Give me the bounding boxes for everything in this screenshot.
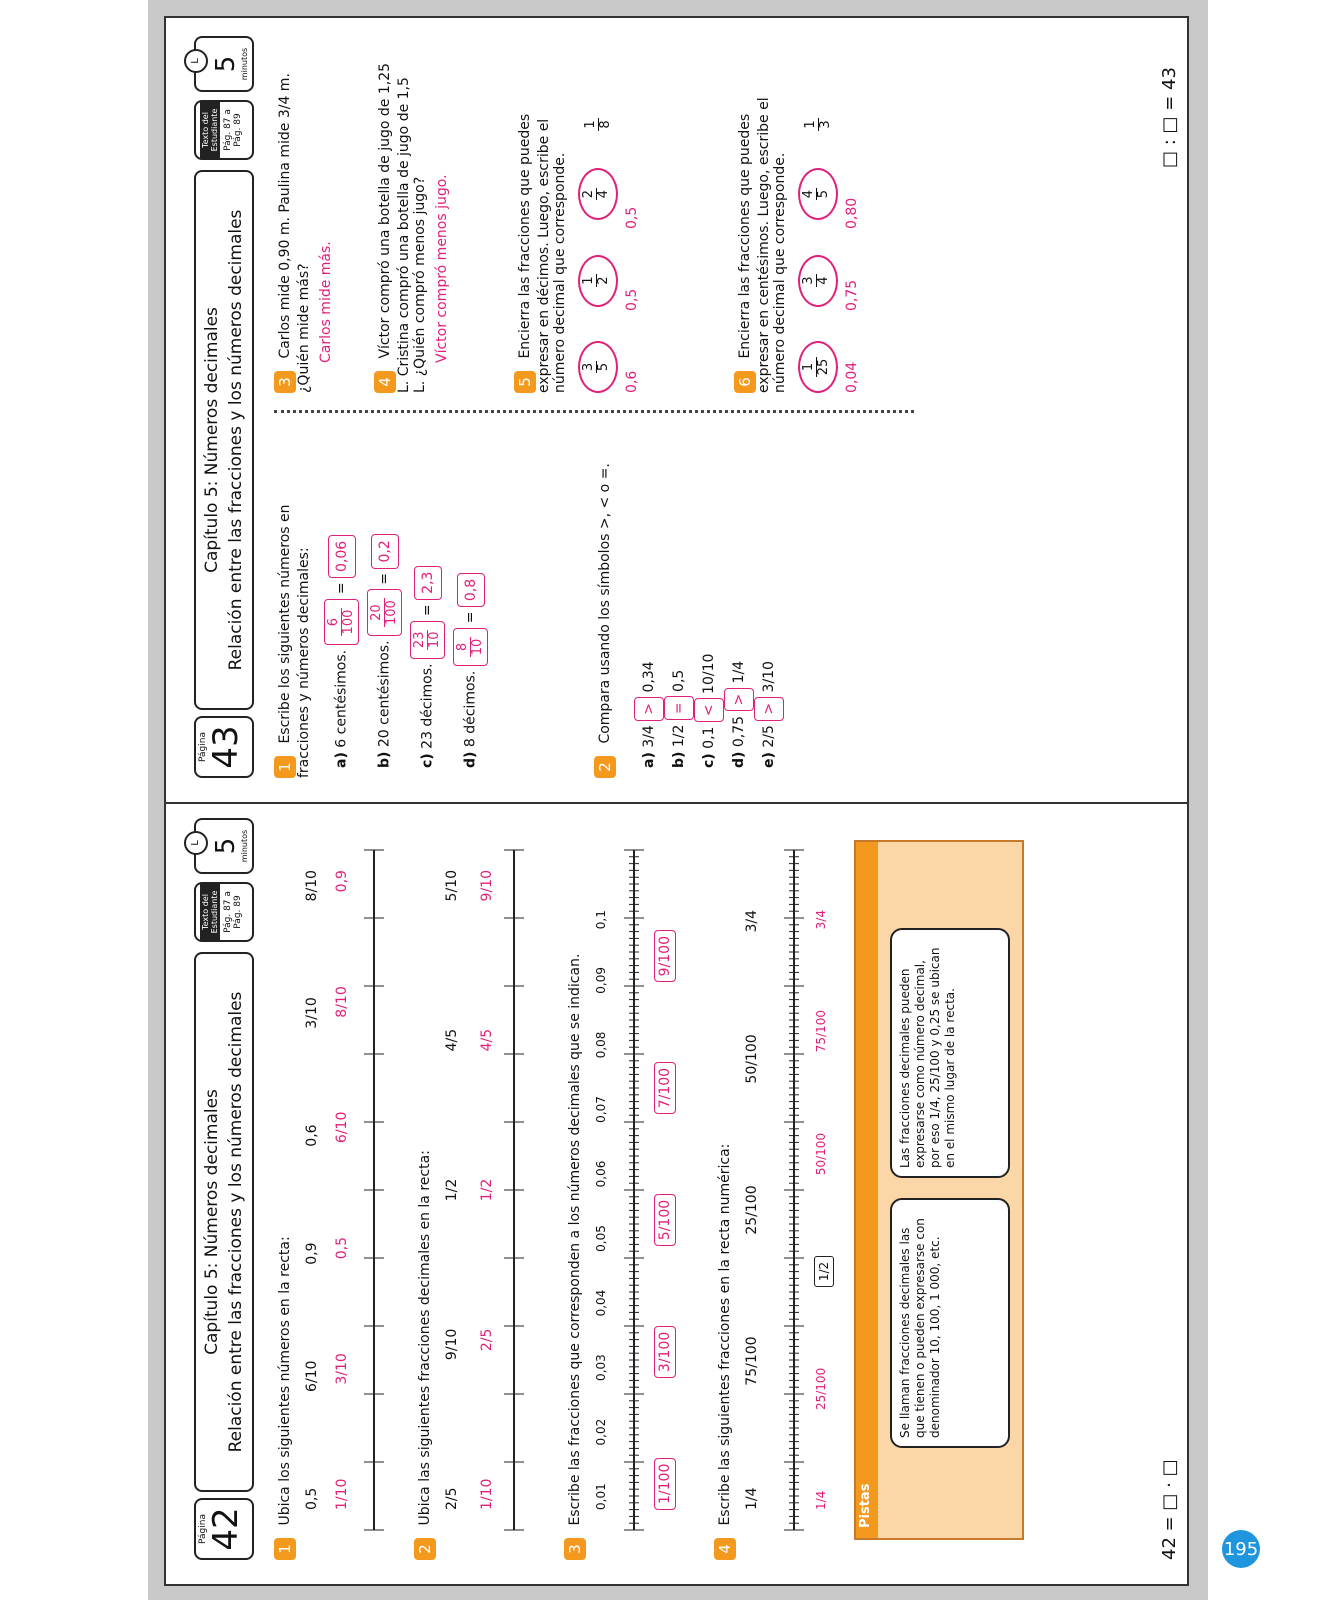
question-4 — [714, 1144, 736, 1560]
decimal-answer: 0,2 — [371, 534, 399, 568]
page-footer-formula: 42 = □ · □ — [1159, 1459, 1180, 1560]
question-text: Víctor compró una botella de jugo de 1,25 L. Cristina compró una botella de jugo de 1,5 L. ¿Quién compró menos jugo? — [377, 62, 428, 393]
column-separator — [274, 410, 914, 413]
book-tag: Texto del Estudiante — [200, 102, 220, 158]
question-number: 4 — [714, 1538, 736, 1560]
chapter-subtitle: Relación entre las fracciones y los números decimales — [226, 991, 246, 1453]
q3-answers: 1/100 3/100 5/100 7/100 9/100 — [654, 930, 676, 1510]
q6-options — [798, 63, 838, 393]
minutes-value: 5 — [211, 837, 241, 855]
page-label: Página — [198, 1514, 208, 1544]
q4-answers: 1/4 25/100 1/2 50/100 75/100 3/4 — [814, 910, 834, 1510]
question-text: Escribe los siguientes números en fracciones y números decimales: — [277, 504, 312, 778]
page-footer-formula: □ : □ = 43 — [1159, 67, 1180, 168]
item-text: 8 décimos. — [462, 670, 479, 748]
q1-item-d: d) 8 décimos. 8 10 = 0,8 — [453, 428, 488, 768]
timer-box — [190, 818, 254, 874]
item-text: 6 centésimos. — [333, 649, 350, 748]
question-text: Encierra las fracciones que puedes expresar en centésimos. Luego, escribe el número decimal que corresponde. — [737, 97, 788, 393]
q2-given-fractions: 2/5 9/10 1/2 4/5 5/10 — [444, 870, 460, 1510]
question-text: Compara usando los símbolos >, < o =. — [597, 463, 613, 744]
item-text: 20 centésimos. — [376, 640, 393, 748]
book-pages: Pág. 87 a Pág. 89 — [223, 891, 243, 933]
fraction-option: 1 8 — [582, 120, 613, 129]
item-text: 23 décimos. — [419, 663, 436, 749]
fraction-answer: 20 100 — [367, 589, 402, 636]
question-number: 3 — [274, 371, 296, 393]
fraction-option: 1 3 — [802, 120, 833, 129]
worksheet-sheet — [164, 16, 1189, 1586]
question-3 — [564, 954, 586, 1560]
circled-fraction: 2 4 — [578, 168, 618, 220]
q2-answers: 1/10 2/5 1/2 4/5 9/10 — [479, 870, 495, 1510]
page-number: 42 — [206, 1507, 246, 1551]
page-divider — [166, 802, 1187, 804]
question-number: 4 — [374, 371, 396, 393]
page-number-box — [194, 1498, 254, 1560]
hint-strip — [856, 842, 878, 1538]
q2-item-e: e) 2/5 > 3/10 — [754, 428, 784, 768]
minutes-unit: minutos — [240, 47, 249, 81]
page-label: Página — [198, 732, 208, 762]
clock-icon: L — [184, 49, 208, 73]
decimal-answer: 0,06 — [328, 535, 356, 578]
book-pages: Pág. 87 a Pág. 89 — [223, 109, 243, 151]
q3-ruler-labels: 0,01 0,02 0,03 0,04 0,05 0,06 0,07 0,08 0,09 0,1 — [594, 910, 608, 1510]
textbook-reference — [194, 882, 254, 942]
page-number-box — [194, 716, 254, 778]
page-number: 43 — [206, 725, 246, 769]
minutes-unit: minutos — [240, 829, 249, 863]
q2-items — [634, 428, 784, 768]
q1-item-b: b) 20 centésimos. 20 100 = 0,2 — [367, 428, 402, 768]
minutes-value: 5 — [211, 55, 241, 73]
q4-number-line — [774, 830, 814, 1550]
q1-item-a: a) 6 centésimos. 6 100 = 0,06 — [324, 428, 359, 768]
comparison-symbol: < — [694, 698, 724, 722]
question-text: Escribe las siguientes fracciones en la recta numérica: — [717, 1143, 733, 1526]
chapter-title: Capítulo 5: Números decimales — [202, 1089, 222, 1355]
hint-label: Pistas — [858, 1483, 873, 1528]
chapter-title: Capítulo 5: Números decimales — [202, 307, 222, 573]
answer-text: Carlos mide más. — [318, 241, 334, 363]
question-6 — [734, 63, 860, 393]
question-text: Ubica las siguientes fracciones decimales en la recta: — [417, 1150, 433, 1526]
book-tag: Texto del Estudiante — [200, 884, 220, 940]
q1-given-numbers: 0,5 6/10 0,9 0,6 3/10 8/10 — [304, 870, 320, 1510]
question-number: 2 — [414, 1538, 436, 1560]
q2-item-d: d) 0,75 > 1/4 — [724, 428, 754, 768]
question-2 — [594, 438, 616, 778]
item-label: a) — [333, 752, 350, 768]
fraction-answer: 23 10 — [410, 621, 445, 660]
comparison-symbol: > — [754, 697, 784, 721]
q2-item-b: b) 1/2 = 0,5 — [664, 428, 694, 768]
question-3 — [274, 63, 334, 393]
chapter-title-box — [194, 170, 254, 710]
q2-item-c: c) 0,1 < 10/10 — [694, 428, 724, 768]
fraction-answer: 6 100 — [324, 599, 359, 646]
decimal-answer: 2,3 — [414, 566, 442, 600]
question-text: Escribe las fracciones que corresponden a los números decimales que se indican. — [567, 953, 583, 1526]
question-4 — [374, 63, 450, 393]
item-label: c) — [419, 753, 436, 768]
worksheet-page-42 — [174, 810, 1184, 1570]
q1-item-c: c) 23 décimos. 23 10 = 2,3 — [410, 428, 445, 768]
chapter-subtitle: Relación entre las fracciones y los números decimales — [226, 209, 246, 671]
timer-box — [190, 36, 254, 92]
circled-fraction: 1 2 — [578, 255, 618, 307]
question-number: 3 — [564, 1538, 586, 1560]
question-text: Ubica los siguientes números en la recta: — [277, 1236, 293, 1526]
question-number: 5 — [514, 371, 536, 393]
q4-given-fractions: 1/4 75/100 25/100 50/100 3/4 — [744, 910, 760, 1510]
question-1 — [274, 438, 312, 778]
question-2 — [414, 1150, 436, 1560]
q1-items — [324, 428, 488, 768]
circled-fraction: 3 4 — [798, 255, 838, 307]
circled-fraction: 4 5 — [798, 168, 838, 220]
circled-fraction: 1 25 — [798, 341, 838, 393]
q1-answers: 1/10 3/10 0,5 6/10 8/10 0,9 — [334, 870, 350, 1510]
question-text: Carlos mide 0,90 m. Paulina mide 3/4 m. ¿Quién mide más? — [277, 73, 312, 393]
hint-bubble-definition: Se llaman fracciones decimales las que tienen o pueden expresarse con denominador 10, 100, 1 000, etc. — [890, 1198, 1010, 1448]
question-number: 6 — [734, 371, 756, 393]
item-label: d) — [462, 751, 479, 768]
worksheet-page-43 — [174, 28, 1184, 788]
q3-ruler — [614, 830, 644, 1550]
q2-item-a: a) 3/4 > 0,34 — [634, 428, 664, 768]
book-page-number: 195 — [1222, 1530, 1260, 1568]
hint-bubble-explanation: Las fracciones decimales pueden expresarse como número decimal, por eso 1/4, 25/100 y 0,25 se ubican en el mismo lugar de la recta. — [890, 928, 1010, 1178]
decimal-answer: 0,8 — [457, 573, 485, 607]
question-number: 1 — [274, 1538, 296, 1560]
clock-icon: L — [184, 831, 208, 855]
q6-decimals: 0,040,750,80 — [844, 197, 860, 393]
question-1 — [274, 1236, 296, 1560]
q5-decimals: 0,60,50,5 — [624, 206, 640, 393]
hint-box — [854, 840, 1024, 1540]
comparison-symbol: = — [664, 696, 694, 720]
item-label: b) — [376, 751, 393, 768]
comparison-symbol: > — [634, 697, 664, 721]
question-number: 1 — [274, 756, 296, 778]
question-number: 2 — [594, 756, 616, 778]
answer-text: Víctor compró menos jugo. — [434, 174, 450, 363]
textbook-reference — [194, 100, 254, 160]
fraction-answer: 8 10 — [453, 628, 488, 667]
circled-fraction: 3 5 — [578, 341, 618, 393]
q5-options — [578, 63, 618, 393]
comparison-symbol: > — [724, 688, 754, 712]
question-text: Encierra las fracciones que puedes expresar en décimos. Luego, escribe el número decimal que corresponde. — [517, 113, 568, 393]
question-5 — [514, 63, 640, 393]
chapter-title-box — [194, 952, 254, 1492]
